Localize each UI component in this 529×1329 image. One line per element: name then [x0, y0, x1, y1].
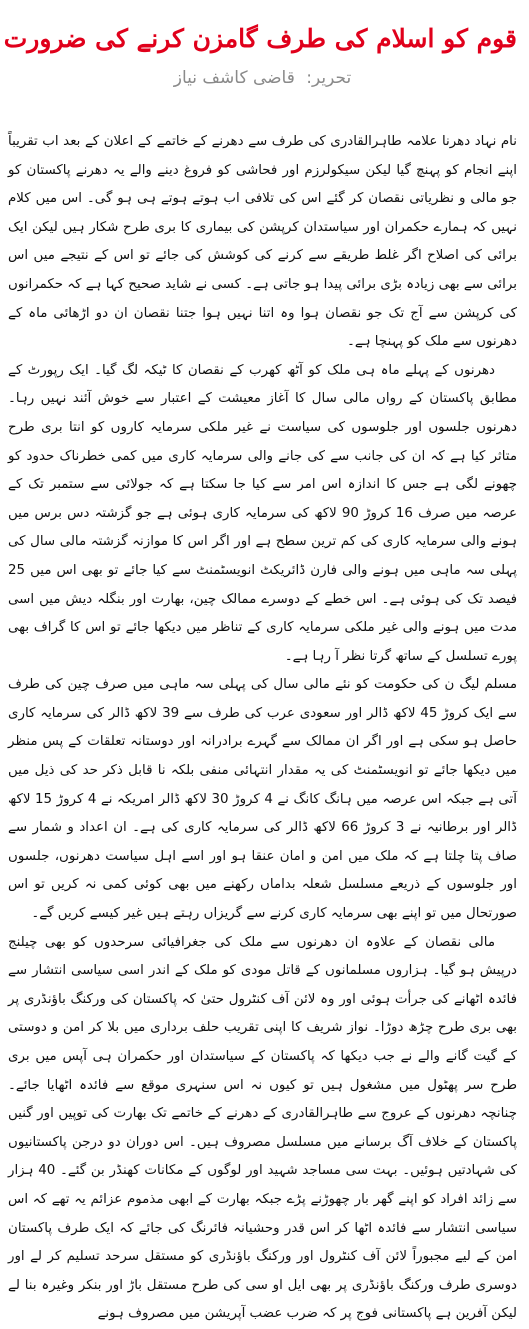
article-body: [8, 128, 517, 1329]
byline-label: تحریر:: [306, 68, 352, 88]
article-byline: [8, 64, 517, 92]
article-paragraph-1: نام نہاد دھرنا علامہ طاہرالقادری کی طرف سے دھرنے کے خاتمے کے اعلان کے بعد اب تقریباً اپنے انجام کو پہنچ گیا لیکن سیکولرزم اور فحاشی کو فروغ دینے والے یہ دھرنے پاکستان کو جو مالی و نظریاتی نقصان کر گئے اس کی تلافی اب ہوتے ہوتے ہی ہو گی۔ اس میں کلام نہیں کہ ہمارے حکمران اور سیاستدان کرپشن کی بیماری کا بری طرح شکار ہیں لیکن ایک برائی کی اصلاح اگر غلط طریقے سے کرنے کی کوشش کی جائے تو اس کے نتیجے میں اس برائی سے بھی زیادہ بڑی برائی پیدا ہو جاتی ہے۔ کسی نے شاید صحیح کہا ہے کہ حکمرانوں کی کرپشن سے آج تک جو نقصان ہوا وہ اتنا نہیں ہوا جتنا نقصان ان دو اڑھائی ماہ کے دھرنوں سے ملک کو پہنچا ہے۔: [8, 134, 517, 350]
article-paragraph-3: مسلم لیگ ن کی حکومت کو نئے مالی سال کی پہلی سہ ماہی میں صرف چین کی طرف سے ایک کروڑ 45 لاکھ ڈالر اور سعودی عرب کی طرف سے 39 لاکھ ڈالر کی سرمایہ کاری حاصل ہو سکی ہے اور اگر ان ممالک سے گہرے برادرانہ اور دوستانہ تعلقات کے پس منظر میں دیکھا جائے تو انویسٹمنٹ کی یہ مقدار انتہائی منفی بلکہ نا قابل ذکر حد کی ذیل میں آتی ہے جبکہ اس عرصہ میں ہانگ کانگ نے 4 کروڑ 30 لاکھ ڈالر امریکہ نے 4 کروڑ 15 لاکھ ڈالر اور برطانیہ نے 3 کروڑ 66 لاکھ ڈالر کی سرمایہ کاری کی ہے۔ ان اعداد و شمار سے صاف پتا چلتا ہے کہ ملک میں امن و امان عنقا ہو اور اسے اہل سیاست دھرنوں، جلسوں اور جلوسوں کے ذریعے مسلسل شعلہ بداماں رکھنے میں بھی کوئی کمی نہ کریں تو اس صورتحال میں تو اپنے بھی سرمایہ کاری کرنے سے گریزاں رہتے ہیں غیر کیسے کریں گے۔: [8, 677, 518, 922]
article-paragraph-4: مالی نقصان کے علاوہ ان دھرنوں سے ملک کی جغرافیائی سرحدوں کو بھی چیلنج درپیش ہو گیا۔ ہزاروں مسلمانوں کے قاتل مودی کو ملک کے اندر اسی سیاسی انتشار سے فائدہ اٹھانے کی جرأت ہوئی اور وہ لائن آف کنٹرول حتیٰ کہ پاکستان کی ورکنگ باؤنڈری پر بھی بری طرح چڑھ دوڑا۔ نواز شریف کا اپنی تقریب حلف برداری میں بلا کر امن و دوستی کے گیت گانے والے نے جب دیکھا کہ پاکستان کے سیاستدان اور حکمران ہی آپس میں بری طرح سر پھٹول میں مشغول ہیں تو کیوں نہ اس سنہری موقع سے فائدہ اٹھایا جائے۔ چنانچہ دھرنوں کے عروج سے طاہرالقادری کے دھرنے کے خاتمے تک بھارت کی توپیں اور گنیں پاکستان کے خلاف آگ برسانے میں مسلسل مصروف ہیں۔ اس دوران دو درجن پاکستانیوں کی شہادتیں ہوئیں۔ بہت سی مساجد شہید اور لوگوں کے مکانات کھنڈر بن گئے۔ 40 ہزار سے زائد افراد کو اپنے گھر بار چھوڑنے پڑے جبکہ بھارت کے ابھی مذموم عزائم یہ تھے کہ اس سیاسی انتشار سے فائدہ اٹھا کر اس قدر وحشیانہ فائرنگ کی جائے کہ ایک طرف پاکستان امن کے لیے مجبوراً لائن آف کنٹرول اور ورکنگ باؤنڈری کو مستقل سرحد تسلیم کر لے اور دوسری طرف ورکنگ باؤنڈری پر بھی ایل او سی کی طرح مستقل باڑ اور بنکر وغیرہ بنا لے لیکن آفرین ہے پاکستانی فوج پر کہ ضرب عضب آپریشن میں مصروف ہونے: [8, 934, 517, 1322]
article-paragraph-2: دھرنوں کے پہلے ماہ ہی ملک کو آٹھ کھرب کے نقصان کا ٹیکہ لگ گیا۔ ایک رپورٹ کے مطابق پاکستان کے رواں مالی سال کا آغاز معیشت کے اعتبار سے خوش آئند نہیں رہا۔ دھرنوں جلسوں اور جلوسوں کی سیاست نے غیر ملکی سرمایہ کاروں کو انتا بری طرح متاثر کیا ہے کہ ان کی جانب سے کی جانے والی سرمایہ کاری میں کمی خطرناک حدود کو چھونے لگی ہے جس کا اندازہ اس امر سے کیا جا سکتا ہے کہ جولائی سے ستمبر تک کے عرصہ میں صرف 16 کروڑ 90 لاکھ کی سرمایہ کاری ہوئی ہے جو گزشتہ دس برس میں ہونے والی سرمایہ کاری کی کم ترین سطح ہے اور اگر اس کا موازنہ گزشتہ مالی سال کی پہلی سہ ماہی میں ہونے والی فارن ڈائریکٹ انویسٹمنٹ سے کیا جائے تو بھی اس میں 25 فیصد تک کی ہوئی ہے۔ اس خطے کے دوسرے ممالک چین، بھارت اور بنگلہ دیش میں اسی مدت میں ہونے والی غیر ملکی سرمایہ کاری کے تناظر میں دیکھا جائے تو اس کا گراف بھی پورے تسلسل کے ساتھ گرتا نظر آ رہا ہے۔: [8, 362, 517, 664]
article-title: قوم کو اسلام کی طرف گامزن کرنے کی ضرورت: [3, 24, 517, 53]
author-name: قاضی کاشف نیاز: [173, 68, 295, 88]
